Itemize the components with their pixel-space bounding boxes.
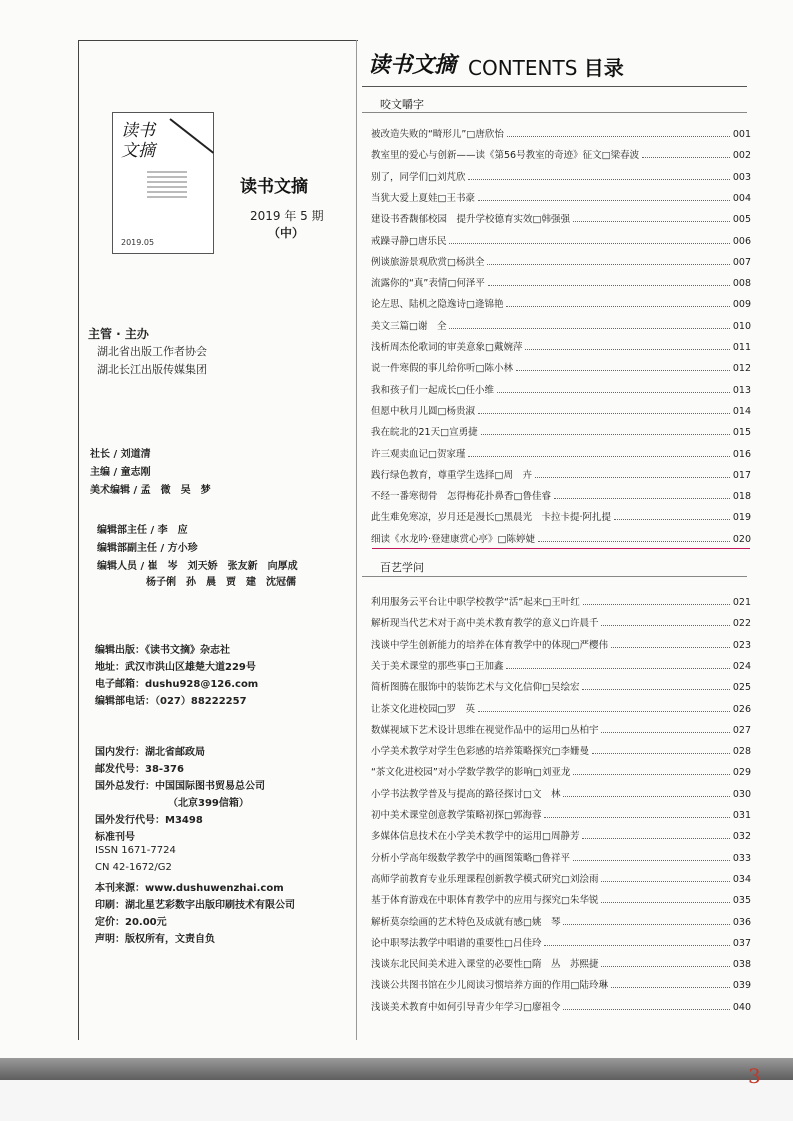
toc-entry-leader bbox=[507, 128, 730, 137]
toc-entry-page: 026 bbox=[732, 703, 751, 715]
toc-entry-leader bbox=[563, 916, 729, 925]
red-underline bbox=[372, 548, 750, 549]
email: 电子邮箱：dushu928@126.com bbox=[95, 679, 259, 690]
toc-entry-leader bbox=[614, 511, 730, 520]
editors-1: 编辑人员 / 崔 岑 刘天娇 张友新 向厚成 bbox=[97, 561, 298, 572]
toc-entry-title: 别了，同学们□刘芃欣 bbox=[371, 171, 466, 183]
toc-entry-leader bbox=[544, 809, 729, 818]
toc-entry-page: 015 bbox=[732, 427, 751, 439]
toc-entry-page: 031 bbox=[732, 810, 751, 821]
bottom-margin bbox=[0, 1080, 793, 1121]
toc-entry bbox=[371, 914, 751, 930]
toc-entry-title: 利用服务云平台让中职学校教学“活”起来□王叶红 bbox=[371, 597, 580, 608]
frame-top-line bbox=[78, 40, 358, 41]
toc-entry-page: 038 bbox=[732, 959, 751, 971]
issue-year: 2019 年 5 期 bbox=[250, 209, 324, 223]
cover-thumbnail bbox=[112, 112, 214, 254]
toc-entry-page: 028 bbox=[732, 746, 751, 758]
toc-entry bbox=[371, 233, 751, 249]
toc-entry-leader bbox=[544, 937, 729, 946]
toc-entry bbox=[371, 296, 751, 312]
toc-entry-page: 009 bbox=[732, 299, 751, 311]
toc-entry bbox=[371, 722, 751, 738]
toc-entry-title: 践行绿色教育，尊重学生选择□周 卉 bbox=[371, 469, 532, 481]
section-heading-1: 咬文嚼字 bbox=[380, 98, 424, 111]
bottom-scan-band bbox=[0, 1058, 793, 1080]
toc-entry bbox=[371, 147, 751, 163]
toc-entry-page: 037 bbox=[732, 937, 751, 949]
toc-entry-title: 解析莫奈绘画的艺术特色及成就有感□姚 琴 bbox=[371, 916, 561, 928]
toc-entry-title: 论左思、陆机之隐逸诗□逄锦艳 bbox=[371, 299, 504, 311]
sponsor-2: 湖北长江出版传媒集团 bbox=[97, 363, 207, 376]
toc-entry-page: 040 bbox=[732, 1001, 751, 1013]
toc-entry bbox=[371, 403, 751, 419]
toc-entry-title: 数媒视域下艺术设计思维在视觉作品中的运用□丛柏宇 bbox=[371, 724, 599, 736]
toc-entry bbox=[371, 488, 751, 504]
toc-entry-title: 此生难免寒凉，岁月还是漫长□黑晨光 卡拉卡提·阿扎提 bbox=[371, 512, 611, 524]
section-heading-2: 百艺学问 bbox=[380, 561, 424, 574]
toc-entry-title: 当犹大爱上夏娃□王书豪 bbox=[371, 192, 475, 204]
toc-entry-title: 说一件寒假的事儿给你听□陈小林 bbox=[371, 363, 513, 375]
publisher-name: 编辑出版：《读书文摘》杂志社 bbox=[95, 645, 230, 656]
issue-sub: （中） bbox=[268, 226, 305, 240]
toc-entry-leader bbox=[611, 639, 730, 648]
toc-entry-page: 011 bbox=[732, 342, 751, 353]
toc-entry-title: 浅谈美术教育中如何引导青少年学习□廖祖令 bbox=[371, 1001, 561, 1013]
toc-entry-page: 023 bbox=[732, 639, 751, 651]
toc-entry-leader bbox=[563, 1001, 729, 1010]
toc-entry-page: 002 bbox=[732, 150, 751, 162]
toc-entry-leader bbox=[478, 703, 730, 712]
toc-entry-leader bbox=[538, 533, 730, 542]
cover-text-lines bbox=[147, 171, 187, 201]
toc-entry-page: 004 bbox=[732, 192, 751, 204]
magazine-title: 读书文摘 bbox=[240, 177, 308, 197]
printer: 印刷：湖北星艺彩数字出版印刷技术有限公司 bbox=[95, 900, 295, 911]
toc-entry-title: 小学美术教学对学生色彩感的培养策略探究□李姗曼 bbox=[371, 746, 589, 758]
toc-entry bbox=[371, 509, 751, 525]
sponsor-1: 湖北省出版工作者协会 bbox=[97, 345, 207, 358]
toc-entry-title: 教室里的爱心与创新——读《第56号教室的奇迹》征文□梁春波 bbox=[371, 150, 640, 162]
toc-entry-leader bbox=[497, 384, 730, 393]
toc-entry bbox=[371, 807, 751, 823]
toc-entry-title: 流露你的“真”表情□何泽平 bbox=[371, 278, 485, 290]
toc-header-rule bbox=[362, 86, 747, 87]
toc-entry-page: 027 bbox=[732, 724, 751, 736]
toc-entry bbox=[371, 637, 751, 653]
toc-entry-leader bbox=[468, 171, 729, 180]
toc-entry-title: 高师学前教育专业乐理课程创新教学模式研究□刘浍雨 bbox=[371, 873, 599, 885]
toc-contents-en: CONTENTS bbox=[468, 56, 578, 80]
toc-entry bbox=[371, 743, 751, 759]
toc-entry-page: 019 bbox=[732, 512, 751, 524]
art-editor: 美术编辑 / 孟 微 吴 梦 bbox=[90, 485, 211, 496]
toc-entry-leader bbox=[573, 766, 730, 775]
toc-entry-page: 007 bbox=[732, 256, 751, 268]
toc-entry-title: 简析图腾在服饰中的装饰艺术与文化信仰□吴绘宏 bbox=[371, 682, 580, 694]
toc-entry-title: 戒躁寻静□唐乐民 bbox=[371, 235, 447, 247]
toc-entry-page: 013 bbox=[732, 384, 751, 396]
toc-entry-leader bbox=[592, 745, 730, 754]
phone: 编辑部电话：（027）88222257 bbox=[95, 696, 247, 707]
toc-entry-title: 基于体育游戏在中职体育教学中的应用与探究□朱华锐 bbox=[371, 895, 599, 907]
toc-entry-leader bbox=[468, 448, 729, 457]
toc-entry-page: 021 bbox=[732, 597, 751, 608]
toc-entry-page: 003 bbox=[732, 171, 751, 183]
toc-entry bbox=[371, 892, 751, 908]
office-deputy: 编辑部副主任 / 方小珍 bbox=[97, 543, 198, 554]
toc-entry-title: 分析小学高年级数学教学中的画图策略□鲁祥平 bbox=[371, 852, 570, 864]
toc-entry-title: 让茶文化进校园□罗 英 bbox=[371, 703, 475, 715]
toc-entry bbox=[371, 977, 751, 993]
toc-entry bbox=[371, 764, 751, 780]
toc-entry bbox=[371, 190, 751, 206]
toc-entry bbox=[371, 318, 751, 334]
cover-logo: 读书 文摘 bbox=[121, 121, 155, 161]
toc-entry-title: 解析现当代艺术对于高中美术教育教学的意义□许晨千 bbox=[371, 618, 599, 630]
section-1-rule bbox=[362, 112, 747, 113]
toc-entry-title: 浅谈公共图书馆在少儿阅读习惯培养方面的作用□陆玲琳 bbox=[371, 980, 608, 992]
toc-entry-title: 浅析周杰伦歌词的审美意象□戴婉萍 bbox=[371, 342, 523, 353]
toc-entry bbox=[371, 701, 751, 717]
toc-entry-title: 建设书香馥郁校园 提升学校德育实效□韩强强 bbox=[371, 214, 570, 226]
toc-entry-page: 033 bbox=[732, 852, 751, 864]
toc-entry-leader bbox=[516, 362, 730, 371]
toc-entry bbox=[371, 446, 751, 462]
toc-entry-title: 美文三篇□谢 全 bbox=[371, 320, 447, 332]
cn-number: CN 42-1672/G2 bbox=[95, 862, 172, 873]
cover-issue-code: 2019.05 bbox=[121, 238, 155, 247]
toc-entry-title: 细读《水龙吟·登建康赏心亭》□陈婷婕 bbox=[371, 533, 535, 545]
toc-entry-leader bbox=[554, 490, 730, 499]
toc-entry-page: 018 bbox=[732, 491, 751, 503]
toc-entry-leader bbox=[506, 660, 729, 669]
toc-entry-leader bbox=[582, 830, 729, 839]
toc-entry bbox=[371, 211, 751, 227]
toc-entry bbox=[371, 935, 751, 951]
toc-entry-title: 浅谈东北民间美术进入课堂的必要性□隋 丛 苏熙捷 bbox=[371, 959, 599, 971]
overseas-distribution: 国外总发行：中国国际图书贸易总公司 bbox=[95, 781, 265, 792]
office-director: 编辑部主任 / 李 应 bbox=[97, 525, 188, 536]
toc-entry-leader bbox=[573, 852, 730, 861]
toc-entry-title: 初中美术课堂创意教学策略初探□郭海蓉 bbox=[371, 810, 542, 821]
toc-entry-leader bbox=[563, 788, 729, 797]
overseas-box: （北京399信箱） bbox=[168, 798, 249, 809]
toc-entry-leader bbox=[449, 320, 729, 329]
frame-left-line bbox=[78, 40, 79, 1040]
toc-entry bbox=[371, 531, 751, 547]
toc-entry-page: 020 bbox=[732, 533, 751, 545]
toc-entry-title: 我在皖北的21天□宣勇捷 bbox=[371, 427, 478, 439]
toc-entry-title: 小学书法教学普及与提高的路径探讨□文 林 bbox=[371, 788, 561, 800]
toc-entry bbox=[371, 615, 751, 631]
toc-entry-title: 例谈旅游景观欣赏□杨洪全 bbox=[371, 256, 485, 268]
frame-right-line bbox=[356, 40, 357, 1040]
toc-entry-page: 022 bbox=[732, 618, 751, 630]
toc-entry bbox=[371, 956, 751, 972]
toc-entry-title: 我和孩子们一起成长□任小维 bbox=[371, 384, 494, 396]
toc-entry-leader bbox=[601, 873, 729, 882]
toc-entry bbox=[371, 424, 751, 440]
sponsor-label: 主管 · 主办 bbox=[88, 327, 149, 341]
std-label: 标准刊号 bbox=[95, 832, 135, 843]
toc-entry bbox=[371, 786, 751, 802]
toc-entry-title: 多媒体信息技术在小学美术教学中的运用□周静芳 bbox=[371, 831, 580, 843]
toc-entry-leader bbox=[573, 213, 730, 222]
toc-entry-title: 关于美术课堂的那些事□王加鑫 bbox=[371, 660, 504, 672]
toc-contents-cn: 目录 bbox=[583, 56, 624, 80]
toc-entry-page: 032 bbox=[732, 831, 751, 843]
toc-entry bbox=[371, 658, 751, 674]
toc-entry-leader bbox=[478, 405, 730, 414]
toc-entry-page: 029 bbox=[732, 767, 751, 779]
toc-entry-leader bbox=[481, 426, 730, 435]
toc-entry-leader bbox=[525, 341, 729, 350]
toc-entry-page: 034 bbox=[732, 873, 751, 885]
toc-entry-leader bbox=[488, 277, 730, 286]
overseas-code: 国外发行代号：M3498 bbox=[95, 815, 203, 826]
toc-logo: 读书文摘 bbox=[368, 52, 457, 78]
toc-entry-leader bbox=[535, 469, 730, 478]
toc-entry bbox=[371, 382, 751, 398]
toc-entry bbox=[371, 594, 751, 610]
toc-entry-leader bbox=[582, 681, 729, 690]
toc-entry-leader bbox=[487, 256, 729, 265]
toc-entry-leader bbox=[583, 596, 730, 605]
toc-entry-page: 005 bbox=[732, 214, 751, 226]
toc-entry-title: 浅谈中学生创新能力的培养在体育教学中的体现□严樱伟 bbox=[371, 639, 608, 651]
toc-entry bbox=[371, 850, 751, 866]
toc-entry-leader bbox=[478, 192, 730, 201]
toc-entry-leader bbox=[601, 724, 729, 733]
toc-entry-page: 039 bbox=[732, 980, 751, 992]
toc-entry-title: 被改造失败的“畸形儿”□唐欣怡 bbox=[371, 129, 504, 140]
toc-entry-page: 010 bbox=[732, 320, 751, 332]
toc-entry-page: 014 bbox=[732, 405, 751, 417]
toc-entry bbox=[371, 169, 751, 185]
president: 社长 / 刘道清 bbox=[90, 449, 151, 460]
toc-entry bbox=[371, 467, 751, 483]
issn: ISSN 1671-7724 bbox=[95, 845, 176, 856]
toc-entry-page: 001 bbox=[732, 129, 751, 140]
handwritten-page-mark: 3 bbox=[748, 1064, 761, 1088]
toc-entry-page: 012 bbox=[732, 363, 751, 375]
toc-entry bbox=[371, 679, 751, 695]
toc-entry-page: 008 bbox=[732, 278, 751, 290]
price: 定价：20.00元 bbox=[95, 917, 167, 928]
toc-entry-title: 不经一番寒彻骨 怎得梅花扑鼻香□鲁佳睿 bbox=[371, 491, 551, 503]
toc-entry bbox=[371, 360, 751, 376]
toc-entry bbox=[371, 871, 751, 887]
toc-entry-title: 但愿中秋月儿圆□杨贵淑 bbox=[371, 405, 475, 417]
toc-entry-title: 许三观卖血记□贺家瑾 bbox=[371, 448, 466, 460]
toc-entry-page: 017 bbox=[732, 469, 751, 481]
toc-entry-page: 006 bbox=[732, 235, 751, 247]
toc-entry bbox=[371, 275, 751, 291]
toc-entry bbox=[371, 339, 751, 355]
toc-entry-leader bbox=[611, 979, 730, 988]
toc-entry-leader bbox=[449, 235, 729, 244]
toc-entry-page: 025 bbox=[732, 682, 751, 694]
toc-entry-title: “茶文化进校园”对小学数学教学的影响□刘亚龙 bbox=[371, 767, 571, 779]
statement: 声明：版权所有，文责自负 bbox=[95, 934, 215, 945]
toc-entry-leader bbox=[601, 894, 729, 903]
toc-heading bbox=[468, 52, 624, 81]
toc-entry-title: 论中职琴法教学中唱谱的重要性□吕佳玲 bbox=[371, 937, 542, 949]
address: 地址：武汉市洪山区雄楚大道229号 bbox=[95, 662, 256, 673]
editors-2: 杨子俐 孙 晨 贾 建 沈冠儒 bbox=[146, 577, 296, 588]
source: 本刊来源：www.dushuwenzhai.com bbox=[95, 883, 284, 894]
toc-entry-leader bbox=[642, 149, 730, 158]
toc-entry-leader bbox=[601, 617, 729, 626]
postal-code: 邮发代号：38-376 bbox=[95, 764, 184, 775]
toc-entry bbox=[371, 126, 751, 142]
toc-entry-page: 024 bbox=[732, 660, 751, 672]
toc-entry-leader bbox=[601, 958, 729, 967]
editor-in-chief: 主编 / 童志刚 bbox=[90, 467, 151, 478]
toc-entry bbox=[371, 999, 751, 1015]
toc-entry-page: 036 bbox=[732, 916, 751, 928]
section-2-rule bbox=[362, 576, 747, 577]
toc-entry bbox=[371, 254, 751, 270]
toc-entry-page: 016 bbox=[732, 448, 751, 460]
toc-entry-page: 035 bbox=[732, 895, 751, 907]
toc-entry-leader bbox=[506, 298, 729, 307]
domestic-distribution: 国内发行：湖北省邮政局 bbox=[95, 747, 205, 758]
toc-entry bbox=[371, 828, 751, 844]
toc-entry-page: 030 bbox=[732, 788, 751, 800]
